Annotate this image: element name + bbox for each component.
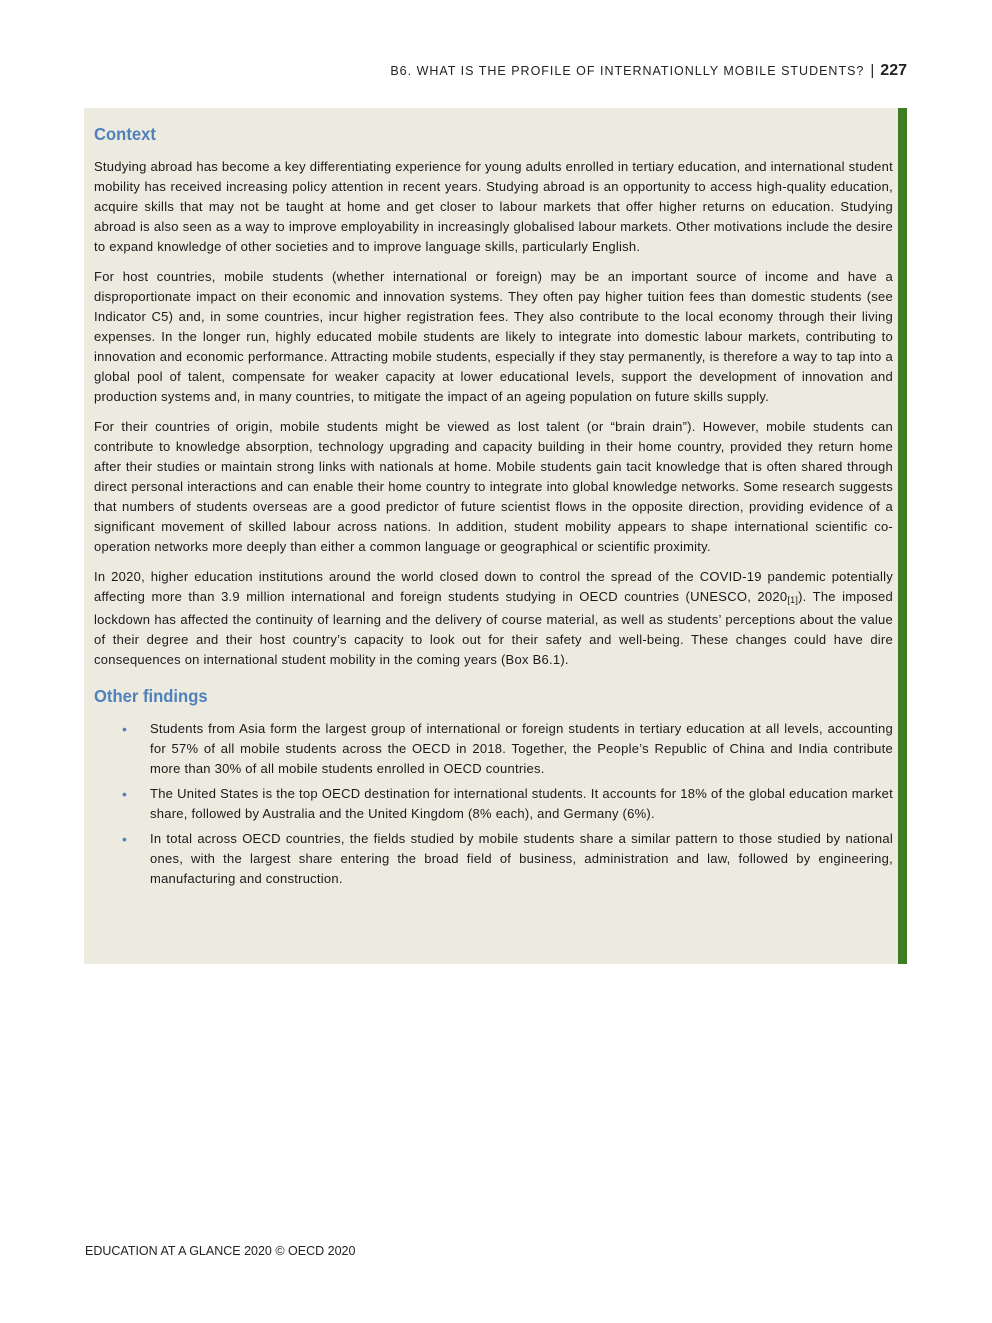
findings-list	[94, 719, 893, 889]
bullet-icon: •	[122, 721, 128, 737]
bullet-icon: •	[122, 786, 128, 802]
page-number: 227	[880, 62, 907, 79]
other-findings-heading: Other findings	[94, 686, 208, 706]
context-paragraph-4	[94, 567, 893, 670]
running-title: B6. WHAT IS THE PROFILE OF INTERNATIONLLY MOBILE STUDENTS?	[390, 64, 865, 78]
reference-marker[interactable]: [1]	[787, 595, 799, 605]
running-header	[390, 62, 907, 80]
context-heading: Context	[94, 124, 156, 144]
header-separator: |	[870, 62, 875, 79]
covid-text-start: In 2020, higher education institutions around the world closed down to control the spread of the COVID-19 pandemic potentially affecting more than 3.9 million international and foreign students studying in OECD countries (UNESCO, 2020	[94, 569, 893, 604]
list-item	[122, 719, 893, 779]
context-paragraph-1: Studying abroad has become a key differentiating experience for young adults enrolled in tertiary education, and international student mobility has received increasing policy attention in recent years. Studying abroad is an opportunity to access high-quality education, acquire skills that may not be taught at home and get closer to labour markets that offer higher returns on education. Studying abroad is also seen as a way to improve employability in increasingly globalised labour markets. Other motivations include the desire to expand knowledge of other societies and to improve language skills, particularly English.	[94, 159, 893, 254]
finding-text: Students from Asia form the largest group of international or foreign students in tertiary education at all levels, accounting for 57% of all mobile students across the OECD in 2018. Together, the People’s Republic of China and India contribute more than 30% of all mobile students enrolled in OECD countries.	[150, 721, 893, 776]
finding-text: The United States is the top OECD destination for international students. It accounts for 18% of the global education market share, followed by Australia and the United Kingdom (8% each), and Germany (6%).	[150, 786, 893, 821]
context-paragraph-2: For host countries, mobile students (whether international or foreign) may be an important source of income and have a disproportionate impact on their economic and innovation systems. They often pay higher tuition fees than domestic students (see Indicator C5) and, in some countries, incur higher registration fees. They also contribute to the local economy through their living expenses. In the longer run, highly educated mobile students are likely to integrate into domestic labour markets, contributing to innovation and economic performance. Attracting mobile students, especially if they stay permanently, is therefore a way to tap into a global pool of talent, compensate for weaker capacity at lower educational levels, support the development of innovation and production systems and, in many countries, to mitigate the impact of an ageing population on future skills supply.	[94, 269, 893, 404]
context-paragraph-3: For their countries of origin, mobile students might be viewed as lost talent (or “brain drain”). However, mobile students can contribute to knowledge absorption, technology upgrading and capacity building in their home country, provided they return home after their studies or maintain strong links with nationals at home. Mobile students gain tacit knowledge that is often shared through direct personal interactions and can enable their home country to integrate into global knowledge networks. Some research suggests that numbers of students overseas are a good predictor of future scientist flows in the opposite direction, providing evidence of a significant movement of skilled labour across nations. In addition, student mobility appears to shape international scientific co-operation networks more deeply than either a common language or geographical or scientific proximity.	[94, 419, 893, 554]
list-item	[122, 784, 893, 824]
context-box	[84, 108, 907, 964]
covid-text-end: ). The imposed lockdown has affected the continuity of learning and the delivery of course material, as well as students’ perceptions about the value of their degree and their host country’s capacity to look out for their safety and well-being. These changes could have dire consequences on international student mobility in the coming years (Box B6.1).	[94, 589, 893, 667]
bullet-icon: •	[122, 831, 128, 847]
finding-text: In total across OECD countries, the fields studied by mobile students share a similar pattern to those studied by national ones, with the largest share entering the broad field of business, administration and law, followed by engineering, manufacturing and construction.	[150, 831, 893, 886]
page-footer: EDUCATION AT A GLANCE 2020 © OECD 2020	[85, 1244, 356, 1258]
list-item	[122, 829, 893, 889]
